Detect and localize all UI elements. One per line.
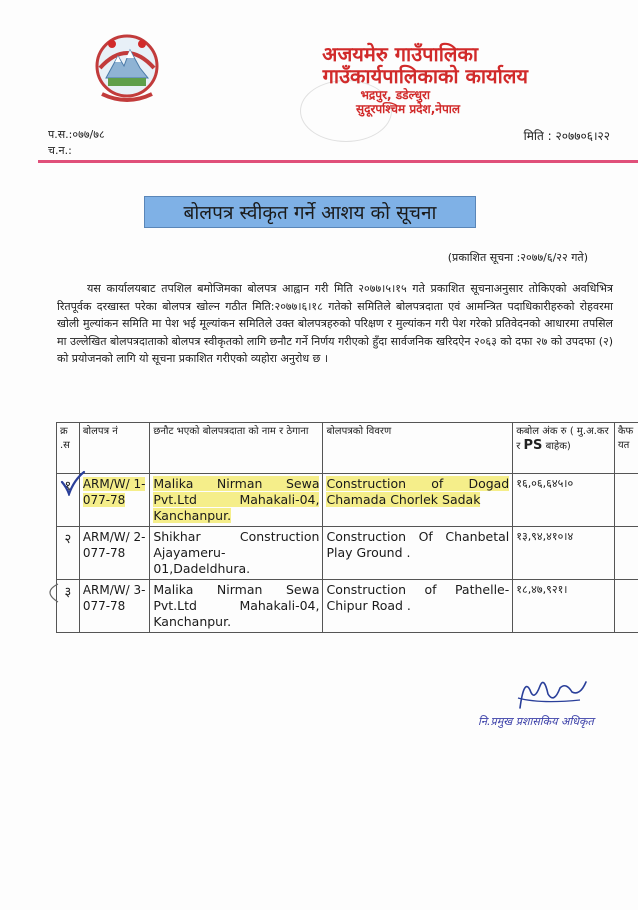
row-bid-no-text: ARM/W/ 1-077-78 <box>82 477 146 507</box>
header-amount <box>513 423 615 474</box>
published-line: (प्रकाशित सूचना :२०७७/६/२२ गते) <box>447 251 588 264</box>
row-bid-no: ARM/W/ 3-077-78 <box>79 580 150 633</box>
header-amount-tail: बाहेक) <box>545 441 571 452</box>
table-header-row <box>57 423 638 474</box>
table-row <box>57 580 638 633</box>
row-sn: १ <box>57 474 80 527</box>
header-amount-label: कबोल अंक रु ( मु.अ.कर र <box>516 426 609 452</box>
municipality-name: अजयमेरु गाउँपालिका <box>322 42 478 66</box>
row-remarks <box>614 474 638 527</box>
row-description: Construction Of Chanbetal Play Ground . <box>323 527 513 580</box>
header-bid-no: बोलपत्र नं <box>79 423 150 474</box>
signatory-title: नि.प्रमुख प्रशासकिय अधिकृत <box>478 715 594 728</box>
row-description: Construction of Pathelle-Chipur Road . <box>323 580 513 633</box>
row-bidder-text: Malika Nirman Sewa Pvt.Ltd Mahakali-04, Kanchanpur. <box>153 476 320 523</box>
header-remarks: कैफ यत <box>614 423 638 474</box>
chalani-number: च.न.: <box>48 144 72 157</box>
province-name: सुदूरपश्चिम प्रदेश,नेपाल <box>355 102 460 116</box>
row-sn: ३ <box>57 580 80 633</box>
nepal-emblem-icon <box>92 28 162 108</box>
row-bidder <box>150 474 323 527</box>
row-amount: १३,९४,४१०।४ <box>513 527 615 580</box>
row-bid-no: ARM/W/ 2-077-78 <box>79 527 150 580</box>
row-remarks <box>614 580 638 633</box>
signature-icon <box>510 668 590 714</box>
checkmark-icon <box>60 470 86 496</box>
notice-body: यस कार्यालयबाट तपशिल बमोजिमका बोलपत्र आह्वान गरी मिति २०७७।५।१५ गते प्रकाशित सूचनाअनुसार तोकिएको अवधिभित्र रितपूर्वक दरखास्त परेका बोलपत्र खोल्न गठीत मिति:२०७७।६।१८ गतेको समितिले बोलपत्रदाता एवं आमन्त्रित पदाधिकारीहरुको रोहवरमा खोली मुल्यांकन समिति मा पेश भई मूल्यांकन समितिले उक्त बोलपत्रहरुको परिक्षण र मुल्यांकन गरी पेश गरेको प्रतिवेदनको आधारमा तपसिल मा उल्लेखित बोलपत्रदाताको बोलपत्र स्वीकृतको लागि छनौट गर्ने निर्णय गरीएको हुँदा सार्वजनिक खरिदऐन २०६३ को दफा २७ को उपदफा (२) को प्रयोजनको लागि यो सूचना प्रकाशित गरीएको व्यहोरा अनुरोध छ । <box>57 282 613 365</box>
header-description: बोलपत्रको विवरण <box>323 423 513 474</box>
header-sn: क्र .स <box>57 423 80 474</box>
row-amount: १८,४७,९२१। <box>513 580 615 633</box>
row-bidder: Malika Nirman Sewa Pvt.Ltd Mahakali-04, Kanchanpur. <box>150 580 323 633</box>
row-sn: २ <box>57 527 80 580</box>
row-bidder: Shikhar Construction Ajayameru-01,Dadeldhura. <box>150 527 323 580</box>
notice-title: बोलपत्र स्वीकृत गर्ने आशय को सूचना <box>144 196 476 228</box>
notice-date: मिति : २०७७०६।२२ <box>523 129 610 143</box>
header-divider <box>38 160 638 163</box>
table-row <box>57 474 638 527</box>
office-address: भद्रपुर, डडेल्धुरा <box>360 88 430 102</box>
pen-mark-icon <box>40 582 60 604</box>
header-amount-ps: PS <box>523 438 543 453</box>
bid-table <box>56 422 638 633</box>
row-remarks <box>614 527 638 580</box>
row-description-text: Construction of Dogad Chamada Chorlek Sadak <box>326 476 510 507</box>
patra-sankhya: प.स.:०७७/७८ <box>48 128 105 141</box>
row-bid-no <box>79 474 150 527</box>
header-bidder: छनौट भएको बोलपत्रदाता को नाम र ठेगाना <box>150 423 323 474</box>
row-description <box>323 474 513 527</box>
row-amount: १६,०६,६४५।० <box>513 474 615 527</box>
office-name: गाउँकार्यपालिकाको कार्यालय <box>322 64 528 88</box>
table-row <box>57 527 638 580</box>
